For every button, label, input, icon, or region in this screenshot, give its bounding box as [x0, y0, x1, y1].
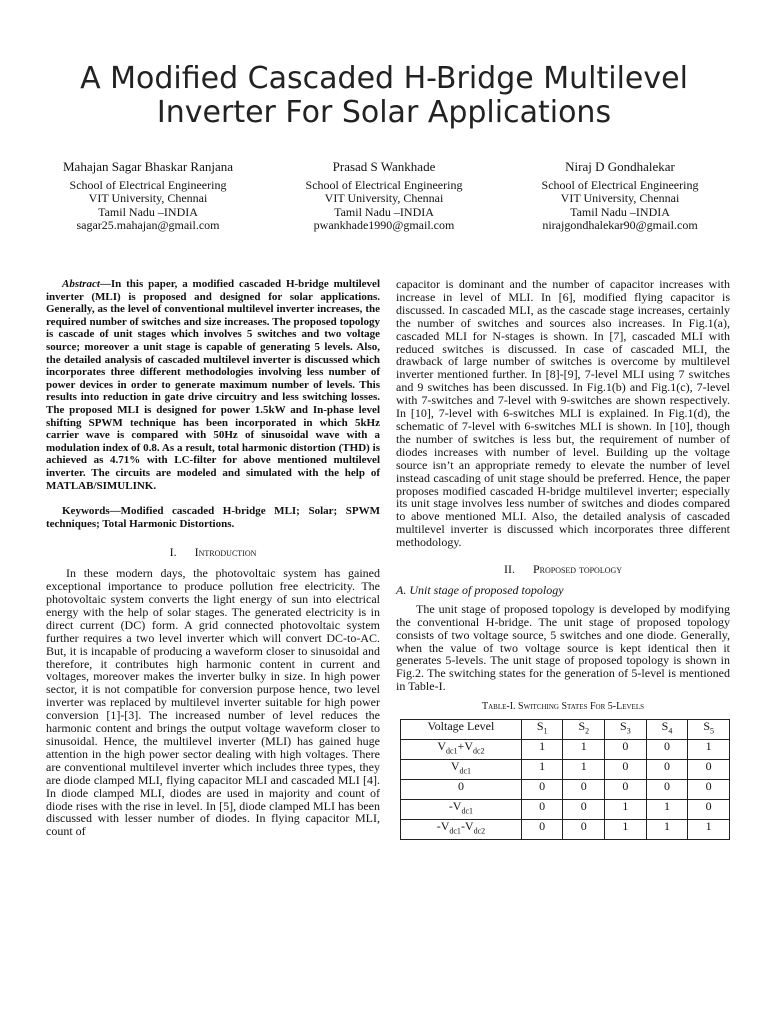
left-column [46, 278, 380, 838]
author-2 [266, 160, 502, 233]
abstract-label: Abstract [62, 278, 100, 290]
state-cell: 0 [521, 800, 563, 820]
state-cell: 1 [521, 760, 563, 780]
state-cell: 0 [521, 780, 563, 800]
author-univ: VIT University, Chennai [88, 191, 208, 205]
state-cell: 1 [646, 800, 688, 820]
state-cell: 1 [605, 800, 647, 820]
unit-stage-text: The unit stage of proposed topology is developed by modifying the conventional H-bridge. The unit stage of proposed topology consists of two voltage source, 5 switches and one diode. Generally, when the value of two voltage source is kept identical then it generates 5-levels. The unit stage of proposed topology is shown in Fig.2. The switching states for the generation of 5-level is mentioned in Table-I. [396, 601, 730, 694]
state-cell: 1 [605, 820, 647, 840]
table-row [401, 780, 730, 800]
table-row [401, 740, 730, 760]
introduction-text: In these modern days, the photovoltaic system has gained exceptional importance to produce pollution free electricity. The photovoltaic system converts the light energy of sun into electrical energy with the help of solar stages. The generated electricity is in direct current (DC) form. A grid connected photovoltaic system further requires a two level inverter which will convert DC-to-AC. But, it is incapable of producing a waveform closer to sinusoidal and therefore, it contributes high harmonic content in current and voltages, moreover makes the inverter bulky in size. In high power sector, it is not compatible for conversion purpose hence, two level inverter was replaced by multilevel inverter suitable for high power conversion [1]-[3]. The increased number of level reduces the harmonic content and brings the output voltage waveform closer to sinusoidal. Hence, the multilevel inverter (MLI) has gained huge attention in the high power sector dealing with high voltages. There are conventional multilevel inverter which includes three types, they are diode clamped MLI, flying capacitor MLI and cascaded MLI [4]. In diode clamped MLI, diodes are used in majority and count of diode rises with the rise in level. In [5], diode clamped MLI has been discussed with lesser number of diodes. In flying capacitor MLI, count of [46, 566, 380, 839]
state-cell: 0 [688, 800, 730, 820]
state-cell: 0 [605, 760, 647, 780]
author-location: Tamil Nadu –INDIA [570, 204, 670, 219]
state-cell: 0 [646, 740, 688, 760]
author-1 [30, 160, 266, 233]
author-location: Tamil Nadu –INDIA [98, 204, 198, 219]
header-cell: Voltage Level [401, 720, 522, 740]
switching-states-table [400, 719, 730, 840]
header-cell: $S_5$ [688, 720, 730, 740]
author-location: Tamil Nadu –INDIA [334, 204, 434, 219]
paper-title: A Modified Cascaded H-Bridge Multilevel Inverter For Solar Applications [80, 61, 688, 130]
state-cell: 0 [521, 820, 563, 840]
state-cell: 1 [688, 820, 730, 840]
state-cell: 0 [563, 820, 605, 840]
table-caption: Table-I. Switching States For 5-Levels [482, 701, 644, 713]
state-cell: 1 [563, 760, 605, 780]
author-univ: VIT University, Chennai [560, 191, 680, 205]
author-dept: School of Electrical Engineering [69, 177, 227, 192]
author-email: sagar25.mahajan@gmail.com [76, 218, 220, 232]
author-dept: School of Electrical Engineering [541, 177, 699, 192]
header-cell: $S_1$ [521, 720, 563, 740]
keywords: Keywords—Modified cascaded H-bridge MLI; Solar; SPWM techniques; Total Harmonic Distortions. [46, 505, 380, 530]
state-cell: 0 [688, 780, 730, 800]
author-3 [502, 160, 738, 233]
state-cell: 0 [605, 740, 647, 760]
voltage-level-cell: $-V_{dc1}$ [401, 800, 522, 820]
abstract [46, 278, 380, 492]
state-cell: 1 [646, 820, 688, 840]
section-heading-proposed-topology: II. Proposed topology [503, 562, 623, 577]
state-cell: 1 [688, 740, 730, 760]
right-column [396, 278, 730, 840]
state-cell: 1 [521, 740, 563, 760]
abstract-text: In this paper, a modified cascaded H-bridge multilevel inverter (MLI) is proposed and designed for solar applications. Generally, as the level of conventional multilevel inverter increases, the required number of switches and size increases. The proposed topology is cascade of unit stages which involves 5 switches and two voltage source; moreover a unit stage is capable of generating 5 levels. Also, the detailed analysis of cascaded multilevel inverter is discussed which incorporates three different methodologies involving less number of power devices in order to generate maximum number of levels. This results into reduction in gate drive circuitry and less switching losses. The proposed MLI is designed for power 1.5kW and In-phase level shifting SPWM technique has been incorporated in which 5kHz carrier wave is compared with 50Hz of sinusoidal wave with a modulation index of 0.8. As a result, total harmonic distortion (THD) is achieved as 4.71% with LC-filter for above mentioned multilevel inverter. The circuits are modeled and simulated with the help of MATLAB/SIMULINK. [46, 278, 380, 492]
table-row [401, 820, 730, 840]
table-row [401, 800, 730, 820]
header-cell: $S_3$ [605, 720, 647, 740]
table-row [401, 760, 730, 780]
state-cell: 0 [563, 780, 605, 800]
state-cell: 0 [688, 760, 730, 780]
section-heading-introduction: I. Introduction [169, 545, 257, 560]
state-cell: 0 [605, 780, 647, 800]
voltage-level-cell: $V_{dc1}+V_{dc2}$ [401, 740, 522, 760]
abstract-dash: — [99, 278, 111, 290]
author-name: Mahajan Sagar Bhaskar Ranjana [62, 159, 234, 174]
author-block [30, 160, 738, 233]
state-cell: 1 [563, 740, 605, 760]
voltage-level-cell: $-V_{dc1}-V_{dc2}$ [401, 820, 522, 840]
state-cell: 0 [646, 760, 688, 780]
voltage-level-cell: $V_{dc1}$ [401, 760, 522, 780]
state-cell: 0 [646, 780, 688, 800]
author-univ: VIT University, Chennai [324, 191, 444, 205]
author-dept: School of Electrical Engineering [305, 177, 463, 192]
author-name: Prasad S Wankhade [332, 159, 436, 174]
author-name: Niraj D Gondhalekar [565, 159, 675, 174]
header-cell: $S_4$ [646, 720, 688, 740]
subsection-heading: A. Unit stage of proposed topology [396, 582, 564, 597]
header-cell: $S_2$ [563, 720, 605, 740]
author-email: pwankhade1990@gmail.com [313, 218, 455, 232]
voltage-level-cell: 0 [401, 780, 522, 800]
continued-paragraph: capacitor is dominant and the number of capacitor increases with increase in level of MLI. In [6], modified flying capacitor is discussed. In cascaded MLI, as the cascade stage increases, certainly the number of switches and sources also increases. In Fig.1(a), cascaded MLI for N-stages is shown. In [7], cascaded MLI with reduced switches is discussed. In case of cascaded MLI, the drawback of large number of switches is overcome by multilevel inverter mentioned further. In [8]-[9], 7-level MLI using 7 switches and 9 switches has been discussed. In Fig.1(b) and Fig.1(c), 7-level with 7-switches and 7-level with 9-switches are shown respectively. In [10], 7-level with 6-switches MLI is explained. In Fig.1(d), the schematic of 7-level with 6-switches MLI is shown. In [10], though the number of switches is less but, the requirement of number of diodes increases with number of level. Building up the voltage source isn’t an appropriate remedy to elevate the number of level instead cascading of unit stage should be preferred. Hence, the paper proposes modified cascaded H-bridge multilevel inverter; especially its unit stage involves less number of switches and diodes compared to above mentioned MLI. Also, the detailed analysis of cascaded multilevel inverter is discussed which incorporates three different methodology. [396, 277, 730, 550]
table-header-row [401, 720, 730, 740]
author-email: nirajgondhalekar90@gmail.com [542, 218, 698, 232]
state-cell: 0 [563, 800, 605, 820]
